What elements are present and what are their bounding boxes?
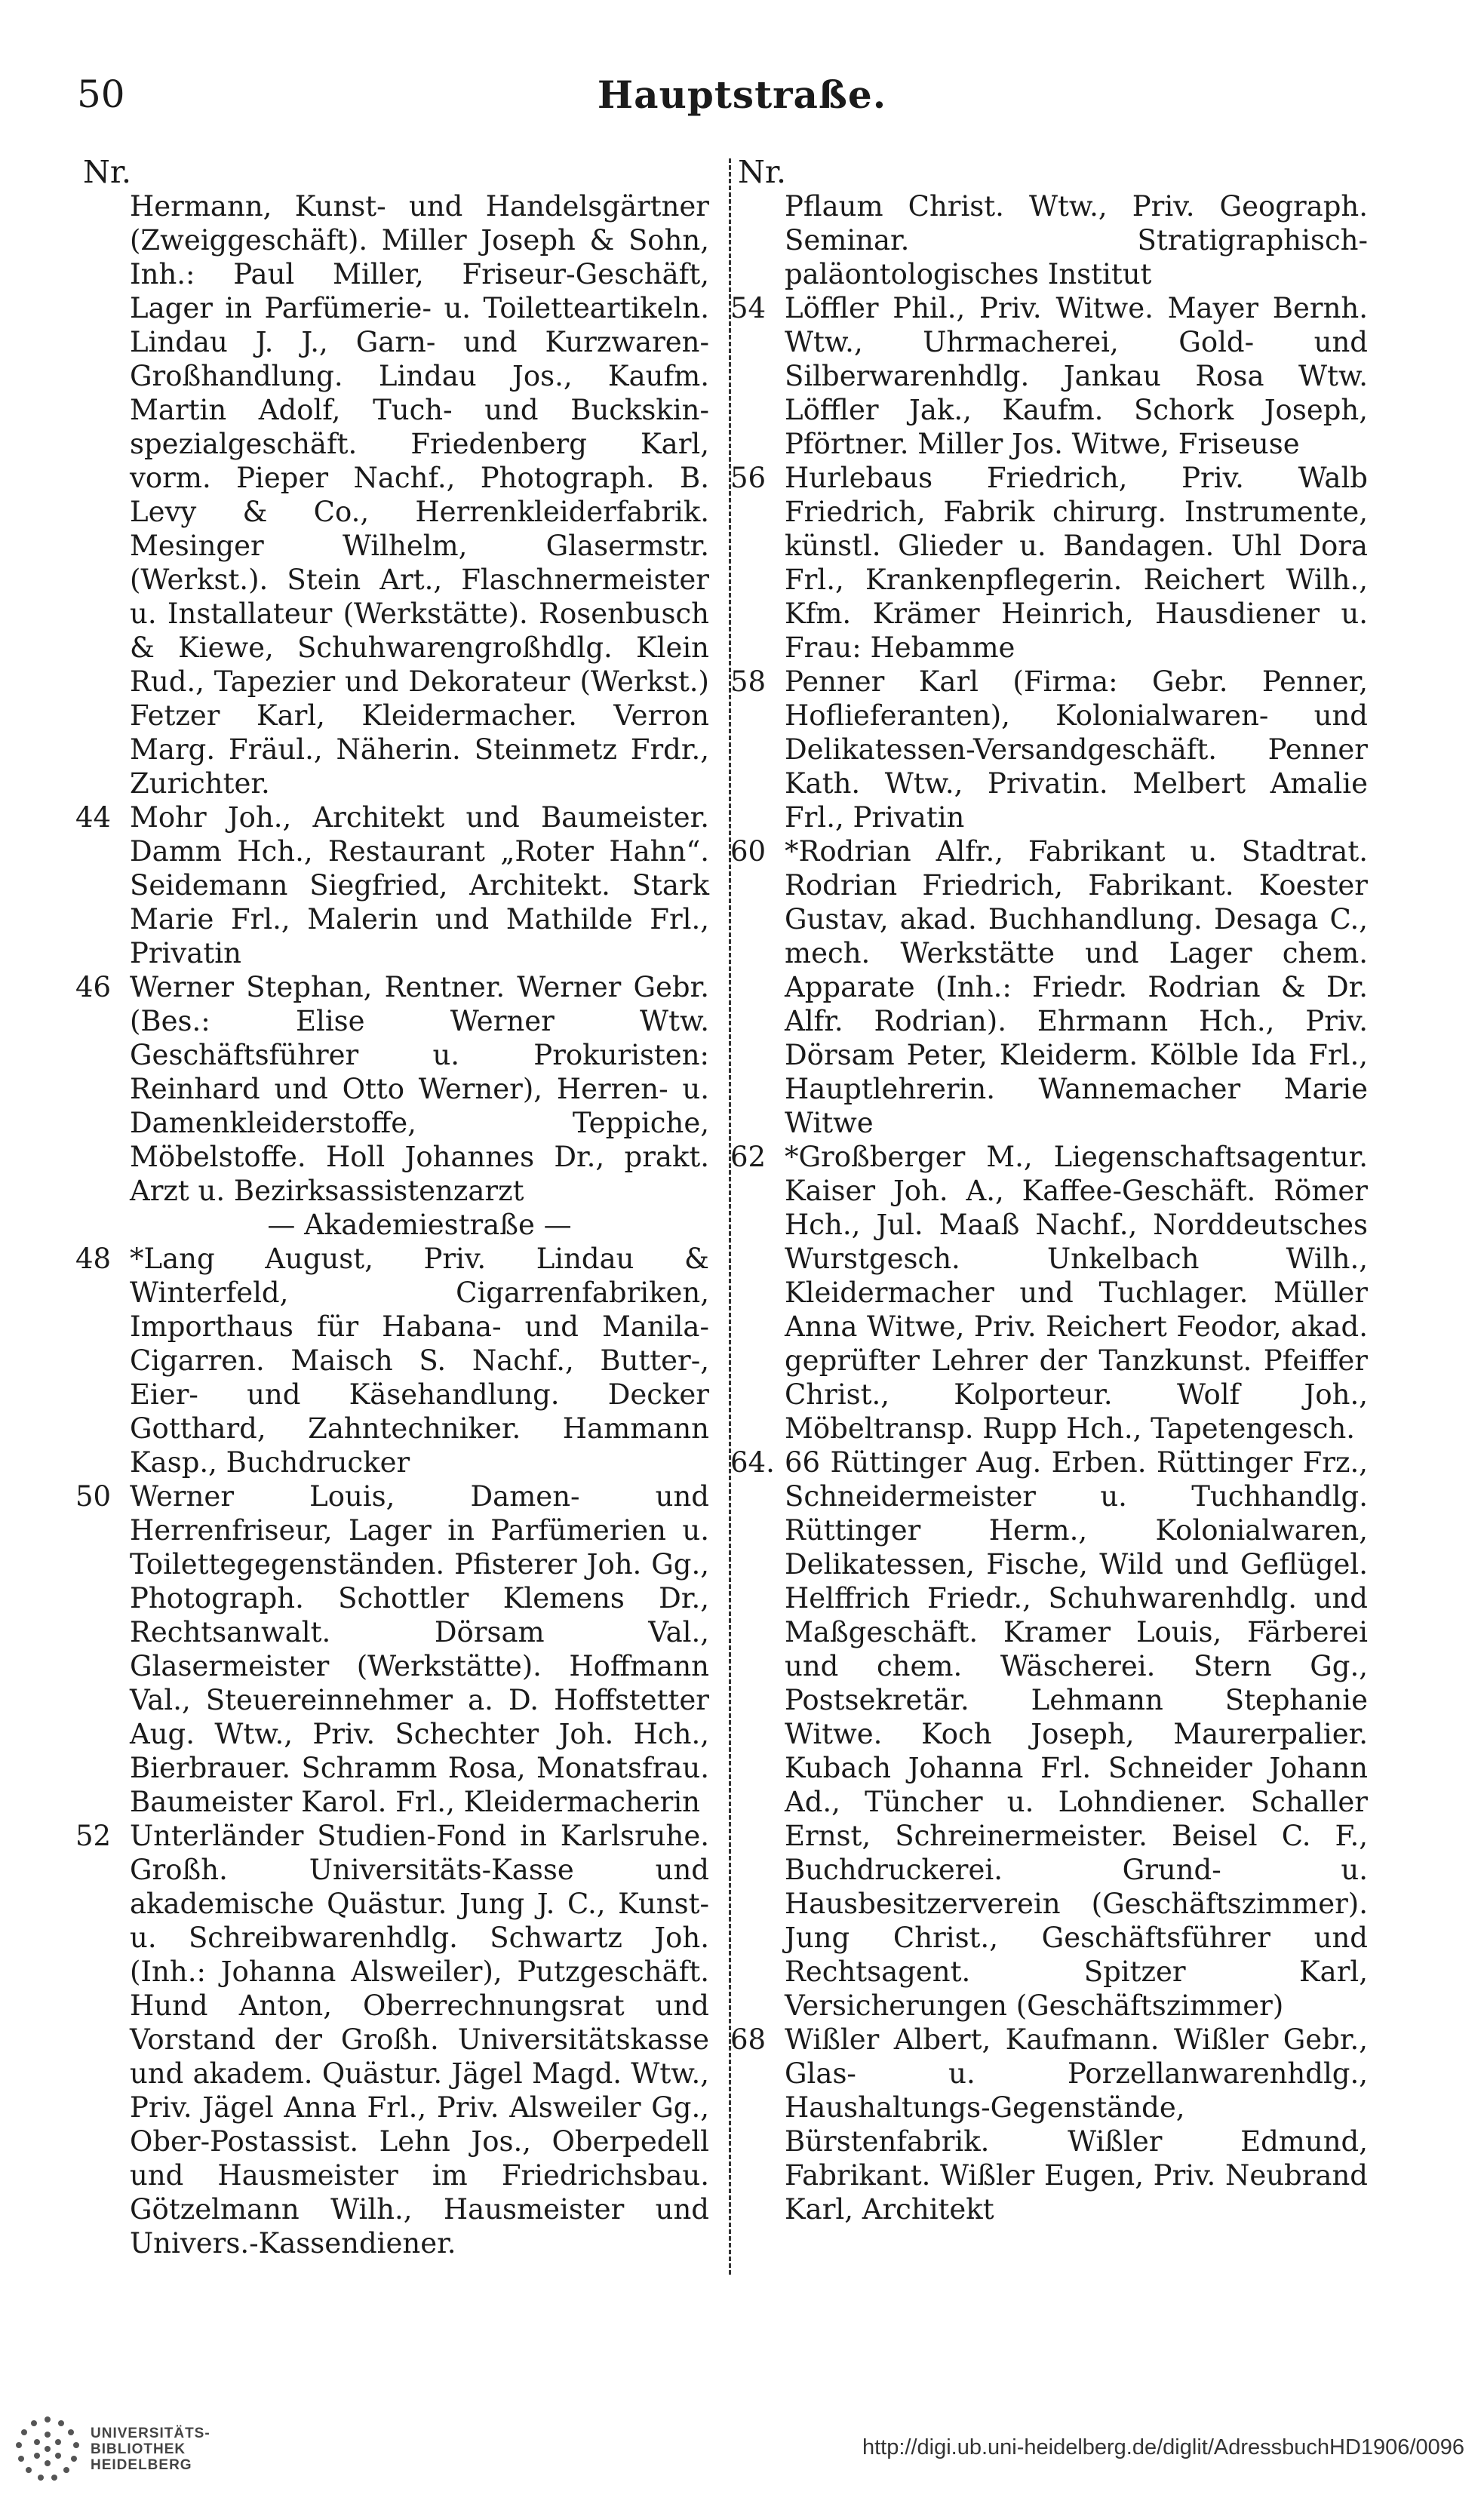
- entry-text: Werner Louis, Damen- und Herrenfriseur, Lager in Parfümerien u. Toilettegegenständen. Pfisterer Joh. Gg., Photograph. Schottler Klemens Dr., Rechtsanwalt. Dörsam Val., Glasermeister (Werkstätte). Hoffmann Val., Steuereinnehmer a. D. Hoffstetter Aug. Wtw., Priv. Schechter Joh. Hch., Bierbrauer. Schramm Rosa, Monatsfrau. Baumeister Karol. Frl., Kleidermacherin: [130, 1480, 709, 1818]
- entry-text: Löffler Phil., Priv. Witwe. Mayer Bernh. Wtw., Uhrmacherei, Gold- und Silberwarenhdlg. Jankau Rosa Wtw. Löffler Jak., Kaufm. Schork Joseph, Pförtner. Miller Jos. Witwe, Friseuse: [785, 292, 1368, 460]
- library-name: [91, 2426, 210, 2473]
- column-label: Nr.: [83, 154, 132, 190]
- house-number: 48: [75, 1243, 112, 1275]
- list-item: [75, 800, 709, 970]
- list-item: [730, 1446, 1368, 2023]
- right-column: [730, 155, 1368, 2226]
- source-url-link[interactable]: http://digi.ub.uni-heidelberg.de/diglit/AdressbuchHD1906/0096: [862, 2435, 1464, 2459]
- entry-text: 66 Rüttinger Aug. Erben. Rüttinger Frz., Schneidermeister u. Tuchhandlg. Rüttinger Herm., Kolonialwaren, Delikatessen, Fische, Wild und Geflügel. Helffrich Friedr., Schuhwarenhdlg. und Maßgeschäft. Kramer Louis, Färberei und chem. Wäscherei. Stern Gg., Postsekretär. Lehmann Stephanie Witwe. Koch Joseph, Maurerpalier. Kubach Johanna Frl. Schneider Johann Ad., Tüncher u. Lohndiener. Schaller Ernst, Schreinermeister. Beisel C. F., Buchdruckerei. Grund- u. Hausbesitzerverein (Geschäftszimmer). Jung Christ., Geschäftsführer und Rechtsagent. Spitzer Karl, Versicherungen (Geschäftszimmer): [785, 1446, 1368, 2022]
- library-name-line: HEIDELBERG: [91, 2456, 192, 2473]
- house-number: 50: [75, 1480, 112, 1513]
- entry-text: Hurlebaus Friedrich, Priv. Walb Friedrich, Fabrik chirurg. Instrumente, künstl. Glieder u. Bandagen. Uhl Dora Frl., Krankenpflegerin. Reichert Wilh., Kfm. Krämer Heinrich, Hausdiener u. Frau: Hebamme: [785, 462, 1368, 664]
- list-item: [730, 1140, 1368, 1446]
- column-label: Nr.: [738, 154, 787, 190]
- entry-text: Unterländer Studien-Fond in Karlsruhe. Großh. Universitäts-Kasse und akademische Quästur. Jung J. C., Kunst- u. Schreibwarenhdlg. Schwartz Joh. (Inh.: Johanna Alsweiler), Putzgeschäft. Hund Anton, Oberrechnungsrat und Vorstand der Großh. Universitätskasse und akadem. Quästur. Jägel Magd. Wtw., Priv. Jägel Anna Frl., Priv. Alsweiler Gg., Ober-Postassist. Lehn Jos., Oberpedell und Hausmeister im Friedrichsbau. Götzelmann Wilh., Hausmeister und Univers.-Kassendiener.: [130, 1820, 709, 2260]
- list-item: [730, 834, 1368, 1140]
- entry-text: Pflaum Christ. Wtw., Priv. Geograph. Seminar. Stratigraphisch-paläontologisches Institut: [785, 190, 1368, 290]
- entry-text: Wißler Albert, Kaufmann. Wißler Gebr., Glas- u. Porzellanwarenhdlg., Haushaltungs-Gegenstände, Bürstenfabrik. Wißler Edmund, Fabrikant. Wißler Eugen, Priv. Neubrand Karl, Architekt: [785, 2023, 1368, 2226]
- list-item: [730, 291, 1368, 461]
- house-number: 68: [730, 2023, 767, 2056]
- house-number: 58: [730, 665, 767, 698]
- running-head: Hauptstraße.: [597, 72, 887, 117]
- house-number: 64.: [730, 1446, 775, 1479]
- entry-text: Mohr Joh., Architekt und Baumeister. Damm Hch., Restaurant „Roter Hahn“. Seidemann Siegfried, Architekt. Stark Marie Frl., Malerin und Mathilde Frl., Privatin: [130, 801, 709, 969]
- house-number: 44: [75, 801, 112, 834]
- library-name-line: UNIVERSITÄTS-: [91, 2425, 210, 2441]
- list-item: [75, 1479, 709, 1819]
- entry-text: Hermann, Kunst- und Handelsgärtner (Zweiggeschäft). Miller Joseph & Sohn, Inh.: Paul Miller, Friseur-Geschäft, Lager in Parfümerie- u. Toiletteartikeln. Lindau J. J., Garn- und Kurzwaren-Großhandlung. Lindau Jos., Kaufm. Martin Adolf, Tuch- und Buckskin-spezialgeschäft. Friedenberg Karl, vorm. Pieper Nachf., Photograph. B. Levy & Co., Herrenkleiderfabrik. Mesinger Wilhelm, Glasermstr. (Werkst.). Stein Art., Flaschnermeister u. Installateur (Werkstätte). Rosenbusch & Kiewe, Schuhwarengroßhdlg. Klein Rud., Tapezier und Dekorateur (Werkst.) Fetzer Karl, Kleidermacher. Verron Marg. Fräul., Näherin. Steinmetz Frdr., Zurichter.: [130, 190, 709, 800]
- list-item: [75, 1242, 709, 1479]
- list-item: [730, 2023, 1368, 2226]
- library-name-line: BIBLIOTHEK: [91, 2441, 186, 2457]
- list-item: [75, 1819, 709, 2260]
- entry-text: *Großberger M., Liegenschaftsagentur. Kaiser Joh. A., Kaffee-Geschäft. Römer Hch., Jul. Maaß Nachf., Norddeutsches Wurstgesch. Unkelbach Wilh., Kleidermacher und Tuchlager. Müller Anna Witwe, Priv. Reichert Feodor, akad. geprüfter Lehrer der Tanzkunst. Pfeiffer Christ., Kolporteur. Wolf Joh., Möbeltransp. Rupp Hch., Tapetengesch.: [785, 1141, 1368, 1445]
- list-item: [75, 970, 709, 1208]
- cross-street-heading: — Akademiestraße —: [267, 1209, 572, 1241]
- list-item: [730, 189, 1368, 291]
- house-number: 46: [75, 971, 112, 1003]
- house-number: 60: [730, 835, 767, 868]
- left-column: [75, 155, 709, 2260]
- list-item: [730, 461, 1368, 665]
- list-item: [730, 665, 1368, 834]
- entry-text: *Rodrian Alfr., Fabrikant u. Stadtrat. Rodrian Friedrich, Fabrikant. Koester Gustav, akad. Buchhandlung. Desaga C., mech. Werkstätte und Lager chem. Apparate (Inh.: Friedr. Rodrian & Dr. Alfr. Rodrian). Ehrmann Hch., Priv. Dörsam Peter, Kleiderm. Kölble Ida Frl., Hauptlehrerin. Wannemacher Marie Witwe: [785, 835, 1368, 1139]
- house-number: 62: [730, 1141, 767, 1173]
- library-seal-icon: [15, 2416, 80, 2481]
- house-number: 52: [75, 1820, 112, 1852]
- house-number: 56: [730, 462, 767, 494]
- library-logo[interactable]: [15, 2416, 210, 2481]
- entry-text: *Lang August, Priv. Lindau & Winterfeld, Cigarrenfabriken, Importhaus für Habana- und Manila-Cigarren. Maisch S. Nachf., Butter-, Eier- und Käsehandlung. Decker Gotthard, Zahntechniker. Hammann Kasp., Buchdrucker: [130, 1243, 709, 1479]
- page-number: 50: [77, 72, 125, 116]
- list-item: [75, 189, 709, 800]
- house-number: 54: [730, 292, 767, 324]
- entry-text: Penner Karl (Firma: Gebr. Penner, Hoflieferanten), Kolonialwaren- und Delikatessen-Versandgeschäft. Penner Kath. Wtw., Privatin. Melbert Amalie Frl., Privatin: [785, 665, 1368, 834]
- entry-text: Werner Stephan, Rentner. Werner Gebr. (Bes.: Elise Werner Wtw. Geschäftsführer u. Prokuristen: Reinhard und Otto Werner), Herren- u. Damenkleiderstoffe, Teppiche, Möbelstoffe. Holl Johannes Dr., prakt. Arzt u. Bezirksassistenzarzt: [130, 971, 709, 1207]
